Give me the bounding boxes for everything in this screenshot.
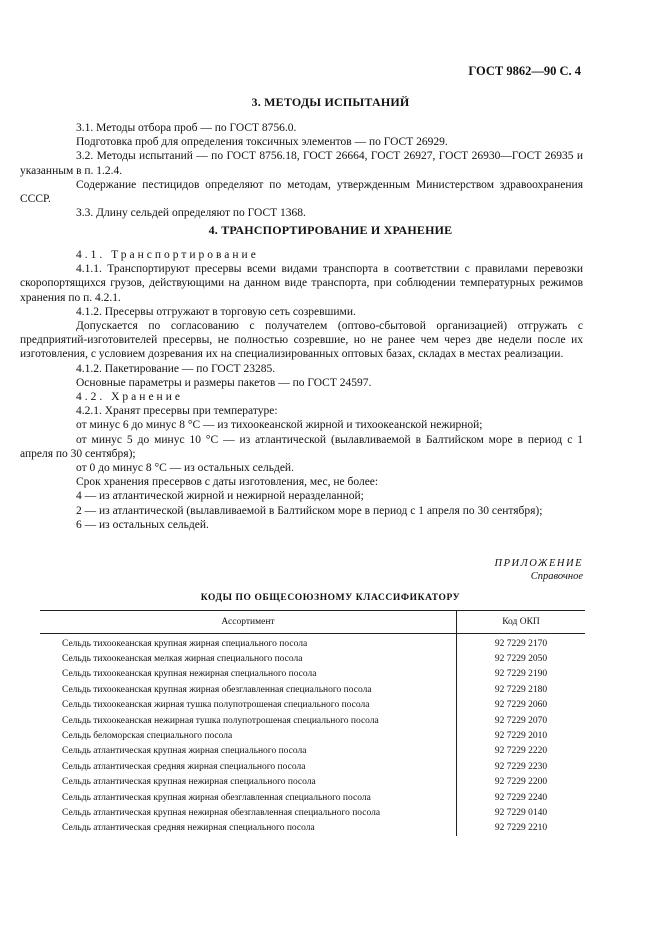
- paragraph: Срок хранения пресервов с даты изготовления, мес, не более:: [76, 476, 379, 489]
- paragraph: 4.1.2. Пакетирование — по ГОСТ 23285.: [76, 362, 276, 375]
- code-cell: 92 7229 2220: [494, 746, 548, 757]
- table-row: [40, 805, 585, 820]
- page-header: ГОСТ 9862—90 С. 4: [468, 64, 581, 78]
- code-cell: 92 7229 2060: [494, 700, 548, 711]
- appendix-label: [495, 557, 584, 583]
- code-cell: 92 7229 2170: [494, 638, 548, 649]
- table-row: [40, 790, 585, 805]
- assortment-cell: Сельдь атлантическая крупная нежирная специального посола: [40, 775, 457, 790]
- paragraph: от минус 5 до минус 10 °С — из атлантической (вылавливаемой в Балтийском море в период с 1 апреля по 30 сентября);: [20, 433, 583, 460]
- paragraph: 6 — из остальных сельдей.: [76, 518, 209, 531]
- codes-table: [40, 610, 585, 836]
- table-row: [40, 744, 585, 759]
- code-cell: 92 7229 2210: [494, 823, 548, 834]
- section-4-body: [20, 248, 583, 532]
- code-cell: 92 7229 2240: [494, 792, 548, 803]
- paragraph: 3.3. Длину сельдей определяют по ГОСТ 1368.: [76, 207, 306, 220]
- section-4-title: 4. ТРАНСПОРТИРОВАНИЕ И ХРАНЕНИЕ: [208, 223, 453, 237]
- section-3-title: 3. МЕТОДЫ ИСПЫТАНИЙ: [251, 95, 410, 109]
- paragraph: Содержание пестицидов определяют по методам, утвержденным Министерством здравоохранения СССР.: [20, 178, 583, 206]
- assortment-cell: Сельдь тихоокеанская крупная нежирная специального посола: [40, 667, 457, 682]
- table-row: [40, 698, 585, 713]
- code-cell: 92 7229 2010: [494, 731, 548, 742]
- table-row: [40, 713, 585, 728]
- code-cell: 92 7229 2230: [494, 761, 548, 772]
- assortment-cell: Сельдь тихоокеанская мелкая жирная специального посола: [40, 651, 457, 666]
- appendix-subtitle: Справочное: [530, 571, 583, 582]
- assortment-cell: Сельдь беломорская специального посола: [40, 728, 457, 743]
- table-title: КОДЫ ПО ОБЩЕСОЮЗНОМУ КЛАССИФИКАТОРУ: [200, 593, 461, 603]
- assortment-cell: Сельдь атлантическая крупная жирная обезглавленная специального посола: [40, 790, 457, 805]
- column-header-code: Код ОКП: [457, 611, 586, 634]
- paragraph: 4.2. Хранение: [76, 391, 183, 404]
- assortment-cell: Сельдь тихоокеанская жирная тушка полупотрошеная специального посола: [40, 698, 457, 713]
- section-3-body: [20, 121, 583, 220]
- paragraph: 4.1. Транспортирование: [76, 249, 259, 261]
- assortment-cell: Сельдь тихоокеанская крупная жирная специального посола: [40, 634, 457, 652]
- paragraph: 3.2. Методы испытаний — по ГОСТ 8756.18, ГОСТ 26664, ГОСТ 26927, ГОСТ 26930—ГОСТ 26935 и указанным в п. 1.2.4.: [20, 150, 583, 177]
- paragraph: 4.1.2. Пресервы отгружают в торговую сеть созревшими.: [76, 305, 356, 318]
- table-row: [40, 682, 585, 697]
- paragraph: 4 — из атлантической жирной и нежирной неразделанной;: [76, 490, 364, 503]
- code-cell: 92 7229 2070: [494, 715, 548, 726]
- paragraph: от 0 до минус 8 °С — из остальных сельдей.: [76, 462, 294, 475]
- code-cell: 92 7229 0140: [494, 807, 548, 818]
- column-header-assortment: Ассортимент: [40, 611, 457, 634]
- table-row: [40, 821, 585, 836]
- table-row: [40, 667, 585, 682]
- table-row: [40, 728, 585, 743]
- assortment-cell: Сельдь атлантическая средняя жирная специального посола: [40, 759, 457, 774]
- paragraph: Допускается по согласованию с получателем (оптово-сбытовой организацией) отгружать с предприятий-изготовителей пресервы, не полностью созревшие, но не ранее чем через две недели после их изготовления, с условием дозревания их на специализированных оптовых базах, складах в местах реализации.: [20, 320, 583, 361]
- code-cell: 92 7229 2200: [494, 777, 548, 788]
- assortment-cell: Сельдь атлантическая крупная жирная специального посола: [40, 744, 457, 759]
- table-row: [40, 651, 585, 666]
- assortment-cell: Сельдь тихоокеанская нежирная тушка полупотрошеная специального посола: [40, 713, 457, 728]
- appendix-title: ПРИЛОЖЕНИЕ: [494, 558, 583, 569]
- code-cell: 92 7229 2190: [494, 669, 548, 680]
- paragraph: Подготовка проб для определения токсичных элементов — по ГОСТ 26929.: [76, 136, 448, 149]
- paragraph: 4.2.1. Хранят пресервы при температуре:: [76, 405, 278, 418]
- code-cell: 92 7229 2050: [494, 654, 548, 665]
- paragraph: 2 — из атлантической (вылавливаемой в Балтийском море в период с 1 апреля по 30 сентября);: [76, 504, 543, 517]
- table-row: [40, 759, 585, 774]
- paragraph: 4.1.1. Транспортируют пресервы всеми видами транспорта в соответствии с правилами перевозки скоропортящихся грузов, действующими на данном виде транспорта, при соблюдении температурных режимов хранения по п. 4.2.1.: [20, 263, 583, 304]
- paragraph: от минус 6 до минус 8 °С — из тихоокеанской жирной и тихоокеанской нежирной;: [76, 419, 483, 432]
- table-row: [40, 775, 585, 790]
- code-cell: 92 7229 2180: [494, 684, 548, 695]
- table-row: [40, 634, 585, 652]
- paragraph: 3.1. Методы отбора проб — по ГОСТ 8756.0.: [76, 122, 297, 134]
- assortment-cell: Сельдь атлантическая крупная нежирная обезглавленная специального посола: [40, 805, 457, 820]
- assortment-cell: Сельдь тихоокеанская крупная жирная обезглавленная специального посола: [40, 682, 457, 697]
- assortment-cell: Сельдь атлантическая средняя нежирная специального посола: [40, 821, 457, 836]
- paragraph: Основные параметры и размеры пакетов — по ГОСТ 24597.: [76, 376, 372, 389]
